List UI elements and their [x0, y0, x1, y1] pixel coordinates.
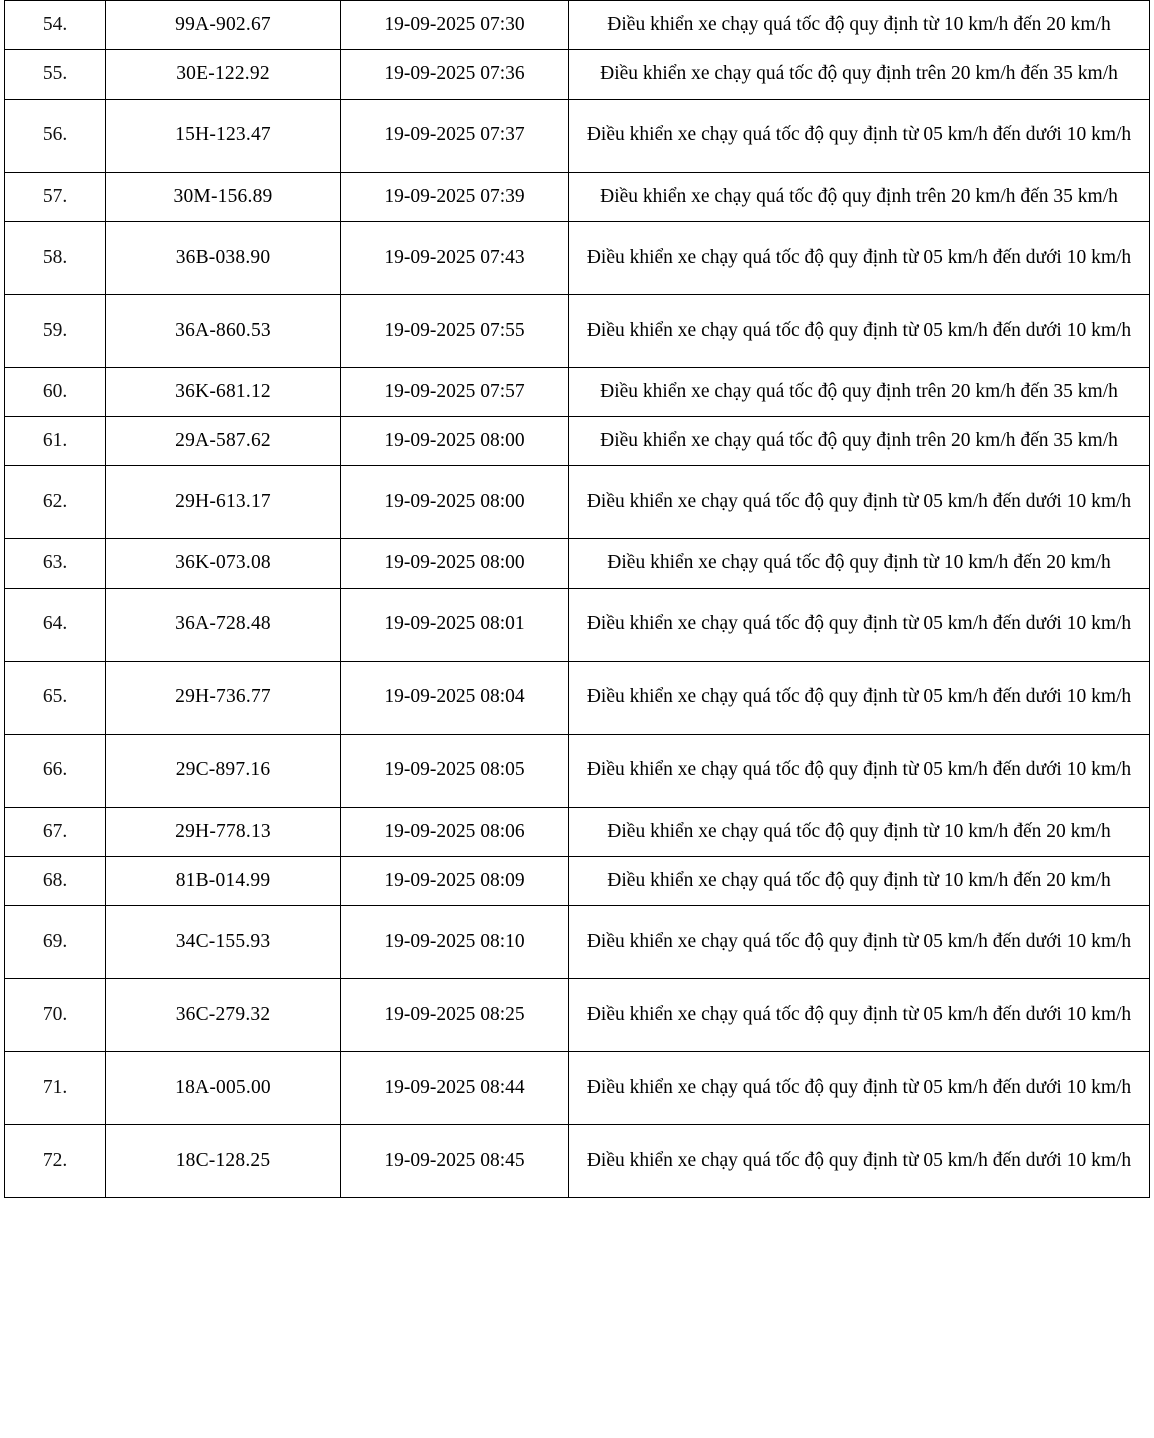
- row-plate: 34C-155.93: [106, 906, 341, 979]
- row-time: 19-09-2025 08:05: [341, 734, 569, 807]
- row-index: 63.: [5, 539, 106, 588]
- row-index: 57.: [5, 172, 106, 221]
- row-time: 19-09-2025 08:00: [341, 539, 569, 588]
- table-row: [5, 906, 1150, 979]
- row-time: 19-09-2025 08:25: [341, 979, 569, 1052]
- row-index: 68.: [5, 856, 106, 905]
- row-description: Điều khiển xe chạy quá tốc độ quy định từ 05 km/h đến dưới 10 km/h: [569, 588, 1150, 661]
- table-row: [5, 172, 1150, 221]
- row-description: Điều khiển xe chạy quá tốc độ quy định từ 10 km/h đến 20 km/h: [569, 807, 1150, 856]
- row-index: 64.: [5, 588, 106, 661]
- row-plate: 29H-778.13: [106, 807, 341, 856]
- row-description: Điều khiển xe chạy quá tốc độ quy định trên 20 km/h đến 35 km/h: [569, 367, 1150, 416]
- row-time: 19-09-2025 07:39: [341, 172, 569, 221]
- table-row: [5, 807, 1150, 856]
- row-plate: 29H-613.17: [106, 466, 341, 539]
- table-row: [5, 1125, 1150, 1198]
- table-row: [5, 979, 1150, 1052]
- row-time: 19-09-2025 08:09: [341, 856, 569, 905]
- row-plate: 99A-902.67: [106, 1, 341, 50]
- row-time: 19-09-2025 08:01: [341, 588, 569, 661]
- row-index: 65.: [5, 661, 106, 734]
- row-time: 19-09-2025 08:44: [341, 1052, 569, 1125]
- row-description: Điều khiển xe chạy quá tốc độ quy định từ 05 km/h đến dưới 10 km/h: [569, 294, 1150, 367]
- row-plate: 36A-728.48: [106, 588, 341, 661]
- table-row: [5, 1052, 1150, 1125]
- row-plate: 36K-073.08: [106, 539, 341, 588]
- row-time: 19-09-2025 08:04: [341, 661, 569, 734]
- row-plate: 18C-128.25: [106, 1125, 341, 1198]
- row-plate: 36K-681.12: [106, 367, 341, 416]
- row-time: 19-09-2025 07:37: [341, 99, 569, 172]
- table-row: [5, 221, 1150, 294]
- table-row: [5, 466, 1150, 539]
- table-row: [5, 856, 1150, 905]
- table-row: [5, 50, 1150, 99]
- row-plate: 30M-156.89: [106, 172, 341, 221]
- row-index: 67.: [5, 807, 106, 856]
- row-index: 60.: [5, 367, 106, 416]
- row-time: 19-09-2025 08:00: [341, 466, 569, 539]
- row-index: 72.: [5, 1125, 106, 1198]
- row-index: 69.: [5, 906, 106, 979]
- row-description: Điều khiển xe chạy quá tốc độ quy định từ 05 km/h đến dưới 10 km/h: [569, 979, 1150, 1052]
- table-row: [5, 539, 1150, 588]
- row-plate: 29A-587.62: [106, 417, 341, 466]
- row-index: 55.: [5, 50, 106, 99]
- table-row: [5, 734, 1150, 807]
- row-plate: 15H-123.47: [106, 99, 341, 172]
- row-description: Điều khiển xe chạy quá tốc độ quy định từ 05 km/h đến dưới 10 km/h: [569, 734, 1150, 807]
- violations-table: [4, 0, 1150, 1198]
- row-time: 19-09-2025 08:10: [341, 906, 569, 979]
- row-index: 54.: [5, 1, 106, 50]
- row-index: 56.: [5, 99, 106, 172]
- row-time: 19-09-2025 07:30: [341, 1, 569, 50]
- table-row: [5, 417, 1150, 466]
- table-row: [5, 661, 1150, 734]
- row-time: 19-09-2025 07:55: [341, 294, 569, 367]
- row-time: 19-09-2025 07:36: [341, 50, 569, 99]
- row-description: Điều khiển xe chạy quá tốc độ quy định từ 05 km/h đến dưới 10 km/h: [569, 1125, 1150, 1198]
- row-description: Điều khiển xe chạy quá tốc độ quy định từ 05 km/h đến dưới 10 km/h: [569, 661, 1150, 734]
- row-index: 59.: [5, 294, 106, 367]
- row-description: Điều khiển xe chạy quá tốc độ quy định từ 05 km/h đến dưới 10 km/h: [569, 466, 1150, 539]
- row-description: Điều khiển xe chạy quá tốc độ quy định từ 05 km/h đến dưới 10 km/h: [569, 906, 1150, 979]
- row-time: 19-09-2025 08:00: [341, 417, 569, 466]
- row-index: 61.: [5, 417, 106, 466]
- table-row: [5, 367, 1150, 416]
- row-description: Điều khiển xe chạy quá tốc độ quy định từ 10 km/h đến 20 km/h: [569, 856, 1150, 905]
- row-plate: 36B-038.90: [106, 221, 341, 294]
- row-index: 62.: [5, 466, 106, 539]
- row-plate: 36C-279.32: [106, 979, 341, 1052]
- row-description: Điều khiển xe chạy quá tốc độ quy định từ 10 km/h đến 20 km/h: [569, 1, 1150, 50]
- table-row: [5, 99, 1150, 172]
- row-description: Điều khiển xe chạy quá tốc độ quy định từ 05 km/h đến dưới 10 km/h: [569, 99, 1150, 172]
- row-time: 19-09-2025 07:43: [341, 221, 569, 294]
- table-row: [5, 588, 1150, 661]
- row-plate: 36A-860.53: [106, 294, 341, 367]
- row-description: Điều khiển xe chạy quá tốc độ quy định trên 20 km/h đến 35 km/h: [569, 172, 1150, 221]
- row-time: 19-09-2025 08:06: [341, 807, 569, 856]
- row-plate: 18A-005.00: [106, 1052, 341, 1125]
- row-time: 19-09-2025 07:57: [341, 367, 569, 416]
- row-description: Điều khiển xe chạy quá tốc độ quy định từ 05 km/h đến dưới 10 km/h: [569, 221, 1150, 294]
- row-time: 19-09-2025 08:45: [341, 1125, 569, 1198]
- row-plate: 29C-897.16: [106, 734, 341, 807]
- row-plate: 29H-736.77: [106, 661, 341, 734]
- row-plate: 30E-122.92: [106, 50, 341, 99]
- row-description: Điều khiển xe chạy quá tốc độ quy định từ 10 km/h đến 20 km/h: [569, 539, 1150, 588]
- row-description: Điều khiển xe chạy quá tốc độ quy định trên 20 km/h đến 35 km/h: [569, 417, 1150, 466]
- row-index: 71.: [5, 1052, 106, 1125]
- row-index: 66.: [5, 734, 106, 807]
- row-description: Điều khiển xe chạy quá tốc độ quy định trên 20 km/h đến 35 km/h: [569, 50, 1150, 99]
- row-index: 58.: [5, 221, 106, 294]
- table-row: [5, 294, 1150, 367]
- table-row: [5, 1, 1150, 50]
- row-index: 70.: [5, 979, 106, 1052]
- row-plate: 81B-014.99: [106, 856, 341, 905]
- violations-table-body: [5, 1, 1150, 1198]
- row-description: Điều khiển xe chạy quá tốc độ quy định từ 05 km/h đến dưới 10 km/h: [569, 1052, 1150, 1125]
